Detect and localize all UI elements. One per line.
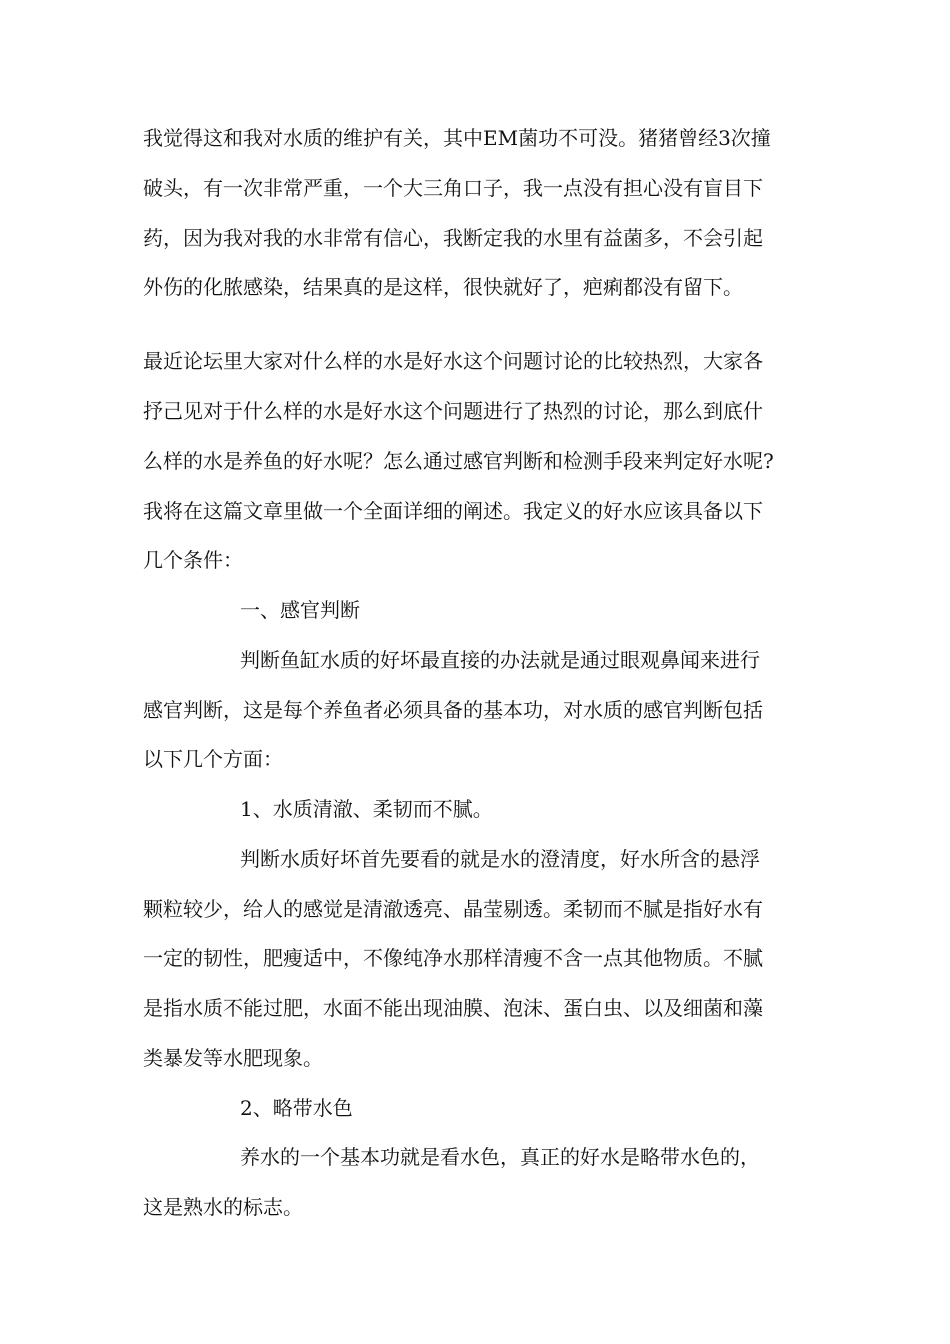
paragraph-2-line-5: 几个条件： [143, 548, 243, 572]
paragraph-2-line-4: 我将在这篇文章里做一个全面详细的阐述。我定义的好水应该具备以下 [143, 499, 763, 523]
subheading-1: 1、水质清澈、柔韧而不腻。 [240, 797, 493, 821]
subheading-2: 2、略带水色 [240, 1096, 353, 1120]
paragraph-3-line-2: 感官判断，这是每个养鱼者必须具备的基本功，对水质的感官判断包括 [143, 698, 763, 722]
paragraph-1-line-3: 药，因为我对我的水非常有信心，我断定我的水里有益菌多，不会引起 [143, 226, 763, 250]
paragraph-4-line-2: 颗粒较少，给人的感觉是清澈透亮、晶莹剔透。柔韧而不腻是指好水有 [143, 897, 763, 921]
paragraph-5-line-2: 这是熟水的标志。 [143, 1195, 303, 1219]
paragraph-1-line-4: 外伤的化脓感染，结果真的是这样，很快就好了，疤痢都没有留下。 [143, 275, 743, 299]
paragraph-4-line-4: 是指水质不能过肥，水面不能出现油膜、泡沫、蛋白虫、以及细菌和藻 [143, 996, 763, 1020]
paragraph-2-line-3: 么样的水是养鱼的好水呢？怎么通过感官判断和检测手段来判定好水呢? [143, 449, 774, 473]
paragraph-3-line-3: 以下几个方面： [143, 747, 283, 771]
paragraph-4-line-1: 判断水质好坏首先要看的就是水的澄清度，好水所含的悬浮 [240, 847, 760, 871]
paragraph-2-line-1: 最近论坛里大家对什么样的水是好水这个问题讨论的比较热烈，大家各 [143, 349, 763, 373]
paragraph-2-line-2: 抒己见对于什么样的水是好水这个问题进行了热烈的讨论，那么到底什 [143, 399, 763, 423]
paragraph-4-line-3: 一定的韧性，肥瘦适中，不像纯净水那样清瘦不含一点其他物质。不腻 [143, 946, 763, 970]
paragraph-1-line-1: 我觉得这和我对水质的维护有关，其中EM菌功不可没。猪猪曾经3次撞 [143, 126, 771, 150]
paragraph-1-line-2: 破头，有一次非常严重，一个大三角口子，我一点没有担心没有盲目下 [143, 176, 763, 200]
paragraph-4-line-5: 类暴发等水肥现象。 [143, 1046, 323, 1070]
section-heading: 一、感官判断 [240, 598, 360, 622]
paragraph-3-line-1: 判断鱼缸水质的好坏最直接的办法就是通过眼观鼻闻来进行 [240, 648, 760, 672]
paragraph-5-line-1: 养水的一个基本功就是看水色，真正的好水是略带水色的， [240, 1145, 760, 1169]
